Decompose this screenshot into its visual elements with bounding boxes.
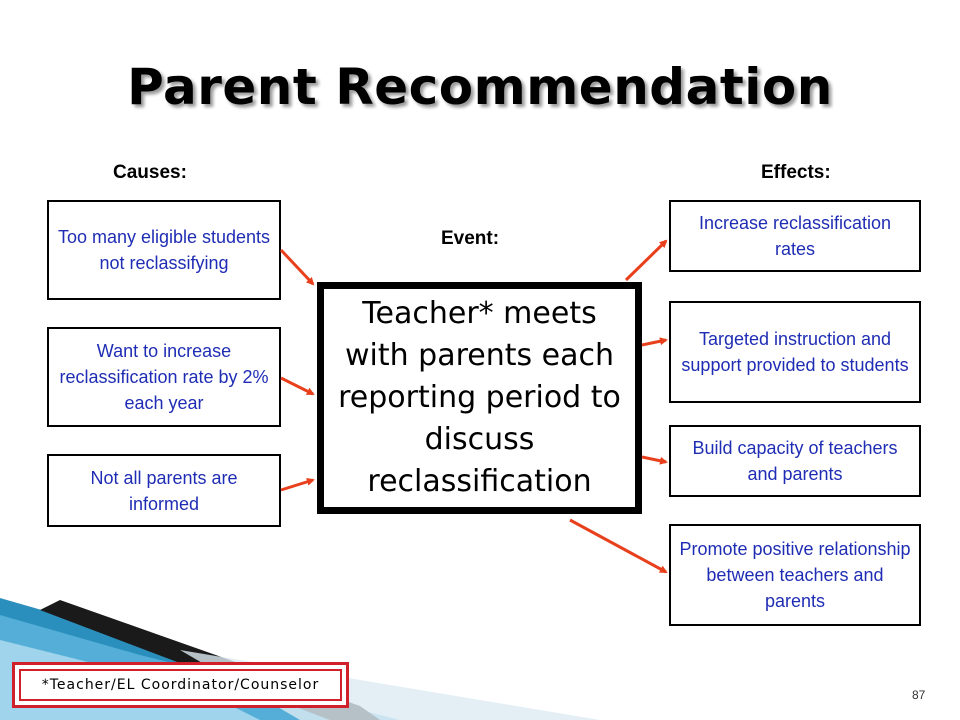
arrow-effect-4 xyxy=(570,520,666,572)
causes-label: Causes: xyxy=(113,162,187,183)
effect-text-1: Increase reclassification rates xyxy=(698,213,892,259)
event-text: Teacher* meets with parents each reporting period to discuss reclassification xyxy=(338,296,621,499)
effect-text-2: Targeted instruction and support provided to students xyxy=(681,329,909,375)
effects-label: Effects: xyxy=(761,162,831,183)
arrow-cause-2 xyxy=(281,378,313,394)
effect-text-4: Promote positive relationship between teachers and parents xyxy=(679,539,911,611)
footnote-box xyxy=(12,662,349,708)
arrow-effect-1 xyxy=(626,241,666,280)
arrow-effect-2 xyxy=(642,340,666,345)
arrow-cause-3 xyxy=(281,480,313,490)
page-title: Parent Recommendation xyxy=(127,58,833,116)
effect-text-3: Build capacity of teachers and parents xyxy=(692,438,898,484)
arrow-effect-3 xyxy=(642,457,666,462)
cause-text-3: Not all parents are informed xyxy=(90,467,238,514)
cause-text-2: Want to increase reclassification rate by 2% each year xyxy=(59,341,269,413)
event-label: Event: xyxy=(441,228,500,249)
arrow-cause-1 xyxy=(281,250,313,284)
cause-text-1: Too many eligible students not reclassifying xyxy=(57,227,271,273)
page-number: 87 xyxy=(912,688,926,702)
footnote-text: *Teacher/EL Coordinator/Counselor xyxy=(19,669,342,701)
